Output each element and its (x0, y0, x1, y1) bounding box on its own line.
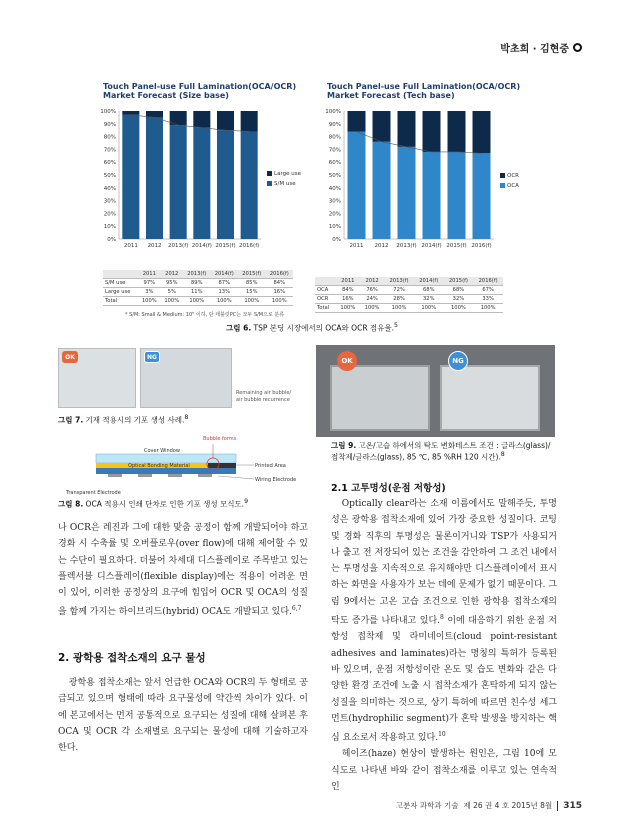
table-cell: OCR (315, 295, 336, 304)
table-row (103, 297, 293, 306)
y-tick-label: 50% (328, 173, 341, 179)
section-title: 2. 광학용 접착소재의 요구 물성 (58, 652, 206, 664)
table-row (103, 279, 293, 288)
bar-s-m-use (122, 115, 139, 239)
bar-s-m-use (170, 125, 187, 239)
bar-large-use (241, 111, 258, 131)
bar-s-m-use (193, 128, 210, 239)
ok-glass-sample (330, 365, 430, 431)
figure9-caption: 그림 9. 고온/고습 하에서의 탁도 변화테스트 조건 : 글라스(glass)/접착제/글라스(glass), 85 ℃, 85 %RH 120 시간).$^8$ (331, 441, 551, 462)
tech-table-header-row (315, 277, 503, 286)
table-cell: 15% (238, 288, 266, 297)
table-cell: 5% (161, 288, 183, 297)
table-cell: 11% (183, 288, 211, 297)
y-tick-label: 10% (103, 224, 116, 231)
bar-s-m-use (146, 117, 163, 239)
bar-oca (423, 152, 441, 239)
y-tick-label: 80% (328, 134, 341, 141)
table-cell: 100% (473, 304, 503, 313)
right-chart-title: Touch Panel-use Full Lamination(OCA/OCR) Market Forecast (Tech base) (327, 82, 521, 101)
table-cell: OCA (315, 286, 336, 295)
legend-swatch (500, 183, 505, 188)
y-tick-label: 100% (325, 109, 341, 115)
size-table-header-cell: 2012 (161, 270, 183, 279)
transparent-electrode-label: Transparent Electrode (66, 490, 121, 496)
tech-table-header-cell: 2011 (336, 277, 360, 286)
table-cell: 85% (238, 279, 266, 288)
x-tick-label: 2012 (374, 243, 389, 249)
y-tick-label: 60% (328, 160, 341, 167)
bubble-forms-label: Bubble forms (203, 436, 237, 442)
y-tick-label: 90% (328, 121, 341, 128)
ng-badge: NG (144, 351, 160, 363)
left-chart-title: Touch Panel-use Full Lamination(OCA/OCR) Market Forecast (Size base) (103, 82, 297, 101)
y-tick-label: 70% (328, 147, 341, 154)
size-table-header-cell: 2016(f) (265, 270, 293, 279)
bar-large-use (193, 111, 210, 128)
electrode-3 (168, 474, 182, 477)
y-tick-label: 30% (103, 198, 116, 205)
table-cell: 100% (238, 297, 266, 306)
table-cell: 68% (444, 286, 474, 295)
table-cell: 89% (183, 279, 211, 288)
size-base-table (103, 270, 293, 306)
bar-ocr (423, 111, 441, 152)
legend-swatch (267, 171, 272, 176)
circle-icon (573, 43, 582, 52)
table-cell: 76% (360, 286, 384, 295)
table-cell: 3% (138, 288, 160, 297)
bar-s-m-use (241, 131, 258, 239)
y-tick-label: 0% (107, 237, 116, 243)
y-tick-label: 30% (328, 198, 341, 205)
table-cell: 100% (161, 297, 183, 306)
table-cell: 84% (336, 286, 360, 295)
y-tick-label: 0% (332, 237, 341, 243)
bar-large-use (122, 111, 139, 115)
right-body-text: Optically clear라는 소재 이름에서도 말해주듯, 투명성은 광학용 접착소재에 있어 가장 중요한 성질이다. 코팅 및 경화 직후의 투명성은 물론이거니와 TSP가 사용되거나 출고 전 저장되어 있는 조건을 감안하여 그 조건 내에서는 투명성을 지속적으로 유지해야만 디스플레이에서 표시하는 화면을 사용자가 보는 데에 문제가 없기 때문이다. 그림 9에서는 고온 고습 조건으로 인한 광학용 접착소재의 탁도 증가를 나타내고 있다.$^8$ 이에 대응하기 위한 운점 저항성 접착제 및 라미네이트(cloud point-resistant adhesives and laminates)라는 명칭의 특허가 등록된 바 있으며, 운점 저항성이란 온도 및 습도 변화와 같은 다양한 환경 조건에 노출 시 접착소재가 혼탁하게 되지 않는 성질을 의미하는 것으로, 상기 특허에 따르면 친수성 세그먼트(hydrophilic segment)가 혼탁 발생을 방지하는 핵심 요소로서 작용하고 있다.$^{10}$ 헤이즈(haze) 현상이 발생하는 원인은, 그림 10에 모식도로 나타낸 바와 같이 접착소재를 이루고 있는 연속적인 (331, 499, 557, 793)
legend-label: OCA (507, 183, 519, 189)
subsection-title: 2.1 고투명성(운점 저항성) (331, 483, 446, 494)
y-tick-label: 10% (328, 224, 341, 231)
x-tick-label: 2012 (147, 243, 162, 249)
figure7-caption: 그림 7. 기재 적용시의 기포 생성 사례.$^8$ (58, 414, 189, 425)
bar-oca (373, 142, 391, 239)
table-cell: 16% (265, 288, 293, 297)
x-tick-label: 2011 (349, 243, 364, 249)
bubble-diagram (58, 430, 308, 500)
page-footer (396, 800, 582, 811)
legend-label: OCR (507, 173, 519, 179)
table-cell: 100% (183, 297, 211, 306)
y-tick-label: 70% (103, 147, 116, 154)
optical-bonding-label: Optical Bonding Material (128, 463, 190, 469)
x-tick-label: 2016(f) (471, 243, 492, 249)
bar-oca (448, 152, 466, 239)
wiring-electrode-label: Wiring Electrode (255, 477, 297, 483)
ok-badge: OK (62, 351, 78, 363)
left-body-text-2: 광학용 접착소재는 앞서 언급한 OCA와 OCR의 두 형태로 공급되고 있으며 형태에 따라 요구물성에 약간씩 차이가 있다. 이에 본고에서는 먼저 공통적으로 요구되는 성질에 대해 살펴본 후 OCA 및 OCR 각 소재별로 요구되는 물성에 대해 기술하고자 한다. (58, 678, 308, 754)
journal-issue: 제 26 권 4 호 2015년 8월 (463, 801, 553, 810)
table-cell: 16% (336, 295, 360, 304)
x-tick-label: 2014(f) (191, 243, 212, 249)
cover-window-label: Cover Window (144, 448, 180, 454)
table-cell: 100% (336, 304, 360, 313)
table-cell: 28% (384, 295, 414, 304)
journal-name: 고분자 과학과 기술 (395, 801, 459, 810)
bar-oca (398, 147, 416, 239)
y-tick-label: 80% (103, 134, 116, 141)
table-cell: Total (315, 304, 336, 313)
size-table-header-cell: 2011 (138, 270, 160, 279)
size-table-header-cell: 2014(f) (210, 270, 238, 279)
size-base-chart (95, 105, 310, 265)
table-cell: 33% (473, 295, 503, 304)
table-cell: 100% (384, 304, 414, 313)
bar-ocr (398, 111, 416, 147)
bar-oca (473, 153, 491, 239)
table-row (315, 304, 503, 313)
x-tick-label: 2013(f) (396, 243, 417, 249)
table-cell: 100% (138, 297, 160, 306)
table-cell: 100% (210, 297, 238, 306)
size-table-header-row (103, 270, 293, 279)
tech-table-header-cell: 2014(f) (414, 277, 444, 286)
table-cell: 32% (414, 295, 444, 304)
table-cell: 100% (265, 297, 293, 306)
y-tick-label: 60% (103, 160, 116, 167)
y-tick-label: 20% (328, 211, 341, 218)
legend-label: S/M use (274, 181, 296, 187)
y-tick-label: 20% (103, 211, 116, 218)
size-table-header-cell (103, 270, 138, 279)
table-cell: S/M use (103, 279, 138, 288)
figure8-caption: 그림 8. OCA 적용시 인쇄 단차로 인한 기포 생성 모식도.$^9$ (58, 498, 249, 509)
electrode-1 (108, 474, 122, 477)
tech-table-header-cell: 2015(f) (444, 277, 474, 286)
size-table-header-cell: 2013(f) (183, 270, 211, 279)
table-cell: 68% (414, 286, 444, 295)
table-cell: 72% (384, 286, 414, 295)
ng-badge-2: NG (448, 351, 468, 371)
table-cell: 67% (473, 286, 503, 295)
table-cell: 95% (161, 279, 183, 288)
table-cell: Large use (103, 288, 138, 297)
table-cell: 24% (360, 295, 384, 304)
bar-s-m-use (217, 130, 234, 239)
x-tick-label: 2014(f) (421, 243, 442, 249)
table-cell: 87% (210, 279, 238, 288)
bar-ocr (448, 111, 466, 152)
bar-ocr (373, 111, 391, 142)
x-tick-label: 2016(f) (239, 243, 260, 249)
y-tick-label: 40% (328, 185, 341, 192)
table-cell: 100% (444, 304, 474, 313)
figure6-caption: 그림 6. TSP 본딩 시장에서의 OCA와 OCR 점유율.$^5$ (226, 322, 399, 333)
table-cell: 100% (414, 304, 444, 313)
table-cell: 32% (444, 295, 474, 304)
bar-ocr (473, 111, 491, 153)
size-table-header-cell: 2015(f) (238, 270, 266, 279)
y-tick-label: 100% (100, 109, 116, 115)
electrode-2 (138, 474, 152, 477)
table-cell: 13% (210, 288, 238, 297)
running-header (500, 40, 582, 55)
table-row (315, 295, 503, 304)
x-tick-label: 2015(f) (215, 243, 236, 249)
tech-table-header-cell: 2016(f) (473, 277, 503, 286)
y-tick-label: 40% (103, 185, 116, 192)
y-tick-label: 90% (103, 121, 116, 128)
table-cell: Total (103, 297, 138, 306)
bar-ocr (348, 111, 366, 131)
ng-glass-sample (440, 365, 540, 431)
table-cell: 84% (265, 279, 293, 288)
tech-table-header-cell: 2012 (360, 277, 384, 286)
bubble-annotation: Remaining air bubble/ air bubble recurrence (236, 390, 292, 403)
y-tick-label: 50% (103, 173, 116, 179)
table-row (315, 286, 503, 295)
tech-table-header-cell: 2013(f) (384, 277, 414, 286)
table-cell: 97% (138, 279, 160, 288)
x-tick-label: 2015(f) (446, 243, 467, 249)
printed-area-block (208, 463, 236, 468)
size-note: * S/M: Small & Medium: 10" 이하, 단 태블릿PC는 모두 S/M으로 분류 (125, 312, 285, 318)
page-number: 315 (557, 801, 582, 811)
tech-base-chart (320, 105, 535, 265)
tech-table-header-cell (315, 277, 336, 286)
left-body-text: 나 OCR은 레진과 그에 대한 맞춤 공정이 함께 개발되어야 하고 경화 시 수축률 및 오버플로우(over flow)에 대해 제어할 수 있는 수단이 필요하다. 더불어 차세대 디스플레이로 주목받고 있는 플렉서블 디스플레이(flexible display)에는 적용이 어려운 면이 있어, 이러한 공정상의 요구에 힘입어 OCR 및 OCA의 성질을 함께 가지는 하이브리드(hybrid) OCA도 개발되고 있다.$^{6,7}$ (58, 523, 308, 618)
tech-base-table (315, 277, 503, 313)
bar-oca (348, 131, 366, 239)
table-row (103, 288, 293, 297)
authors: 박초희 · 김현중 (500, 44, 569, 55)
ok-badge-2: OK (337, 351, 357, 371)
x-tick-label: 2011 (123, 243, 138, 249)
legend-swatch (267, 181, 272, 186)
legend-swatch (500, 173, 505, 178)
printed-area-label: Printed Area (255, 463, 286, 469)
legend-label: Large use (274, 171, 301, 177)
bar-large-use (217, 111, 234, 130)
bar-large-use (146, 111, 163, 117)
x-tick-label: 2013(f) (168, 243, 189, 249)
table-cell: 100% (360, 304, 384, 313)
electrode-4 (198, 474, 212, 477)
